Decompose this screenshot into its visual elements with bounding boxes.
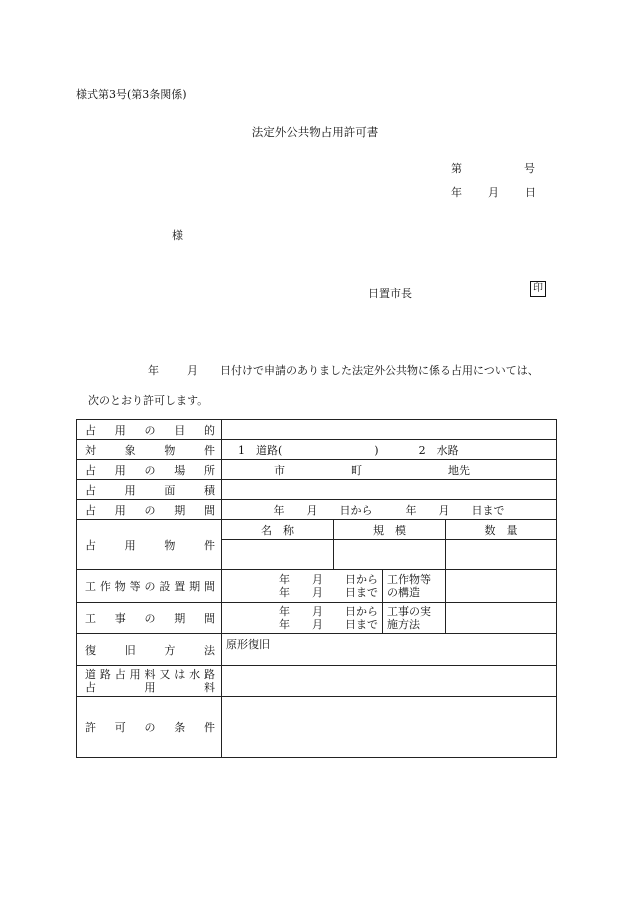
location-value (222, 460, 557, 480)
issuer-name: 日置市長 (368, 287, 412, 300)
fee-label-line1: 道路占用料又は水路 (85, 668, 215, 681)
number-prefix: 第 (451, 162, 462, 175)
fee-value (222, 666, 557, 697)
method-label-line1: 工事の実 (387, 605, 431, 618)
structure-label-line2: の構造 (387, 586, 420, 599)
table-row (77, 697, 557, 758)
period-label: 占用の期間 (77, 500, 222, 520)
period-value: 年 月 日から 年 月 日まで (222, 500, 557, 520)
body-text-line2: 次のとおり許可します。 (88, 394, 209, 407)
body-text-line1 (148, 362, 539, 378)
items-col-name: 名 称 (222, 520, 334, 540)
issue-date-line (451, 184, 536, 200)
area-label: 占用面積 (77, 480, 222, 500)
method-value (446, 603, 557, 634)
work-period-label: 工事の期間 (77, 603, 222, 634)
structure-value (446, 570, 557, 603)
area-value (222, 480, 557, 500)
restore-value: 原形復旧 (222, 634, 557, 666)
table-row (77, 603, 557, 634)
date-month: 月 (488, 186, 499, 199)
addressee-suffix: 様 (172, 229, 183, 242)
location-city: 市 (274, 463, 285, 477)
date-day: 日 (525, 186, 536, 199)
document-title: 法定外公共物占用許可書 (251, 125, 379, 139)
table-row (77, 520, 557, 540)
number-suffix: 号 (524, 162, 535, 175)
object-option-road-close: ) (374, 443, 379, 457)
conditions-label: 許可の条件 (77, 697, 222, 758)
table-row (77, 500, 557, 520)
table-row (77, 460, 557, 480)
table-row (77, 420, 557, 440)
fee-label (77, 666, 222, 697)
items-label: 占用物件 (77, 520, 222, 570)
table-row (77, 634, 557, 666)
body-year: 年 (148, 364, 159, 377)
method-label-line2: 施方法 (387, 618, 420, 631)
install-from: 年 月 日から (279, 573, 378, 586)
table-row (77, 480, 557, 500)
work-to: 年 月 日まで (279, 618, 378, 631)
object-option-waterway: 2 水路 (418, 443, 459, 457)
items-name-cell (222, 540, 334, 570)
table-row (77, 440, 557, 460)
purpose-label: 占用の目的 (77, 420, 222, 440)
permit-details-table (76, 419, 557, 758)
work-from: 年 月 日から (279, 605, 378, 618)
object-option-road: 1 道路( (238, 443, 283, 457)
body-rest: 日付けで申請のありました法定外公共物に係る占用については、 (220, 364, 539, 377)
permit-number-line (451, 160, 535, 176)
location-town: 町 (351, 463, 362, 477)
items-col-qty: 数 量 (446, 520, 557, 540)
object-label: 対象物件 (77, 440, 222, 460)
purpose-value (222, 420, 557, 440)
date-year: 年 (451, 186, 462, 199)
items-qty-cell (446, 540, 557, 570)
install-period-label: 工作物等の設置期間 (77, 570, 222, 603)
form-number: 様式第3号(第3条関係) (76, 88, 187, 101)
work-period-value (222, 603, 383, 634)
structure-label-line1: 工作物等 (387, 573, 431, 586)
body-month: 月 (187, 364, 198, 377)
conditions-value (222, 697, 557, 758)
items-scale-cell (334, 540, 446, 570)
object-value (222, 440, 557, 460)
seal-mark: 印 (530, 281, 546, 297)
structure-label (383, 570, 446, 603)
location-lot: 地先 (448, 463, 470, 477)
items-col-scale: 規 模 (334, 520, 446, 540)
table-row (77, 570, 557, 603)
location-label: 占用の場所 (77, 460, 222, 480)
install-to: 年 月 日まで (279, 586, 378, 599)
install-period-value (222, 570, 383, 603)
table-row (77, 666, 557, 697)
restore-label: 復旧方法 (77, 634, 222, 666)
fee-label-line2: 占用料 (85, 681, 215, 694)
method-label (383, 603, 446, 634)
